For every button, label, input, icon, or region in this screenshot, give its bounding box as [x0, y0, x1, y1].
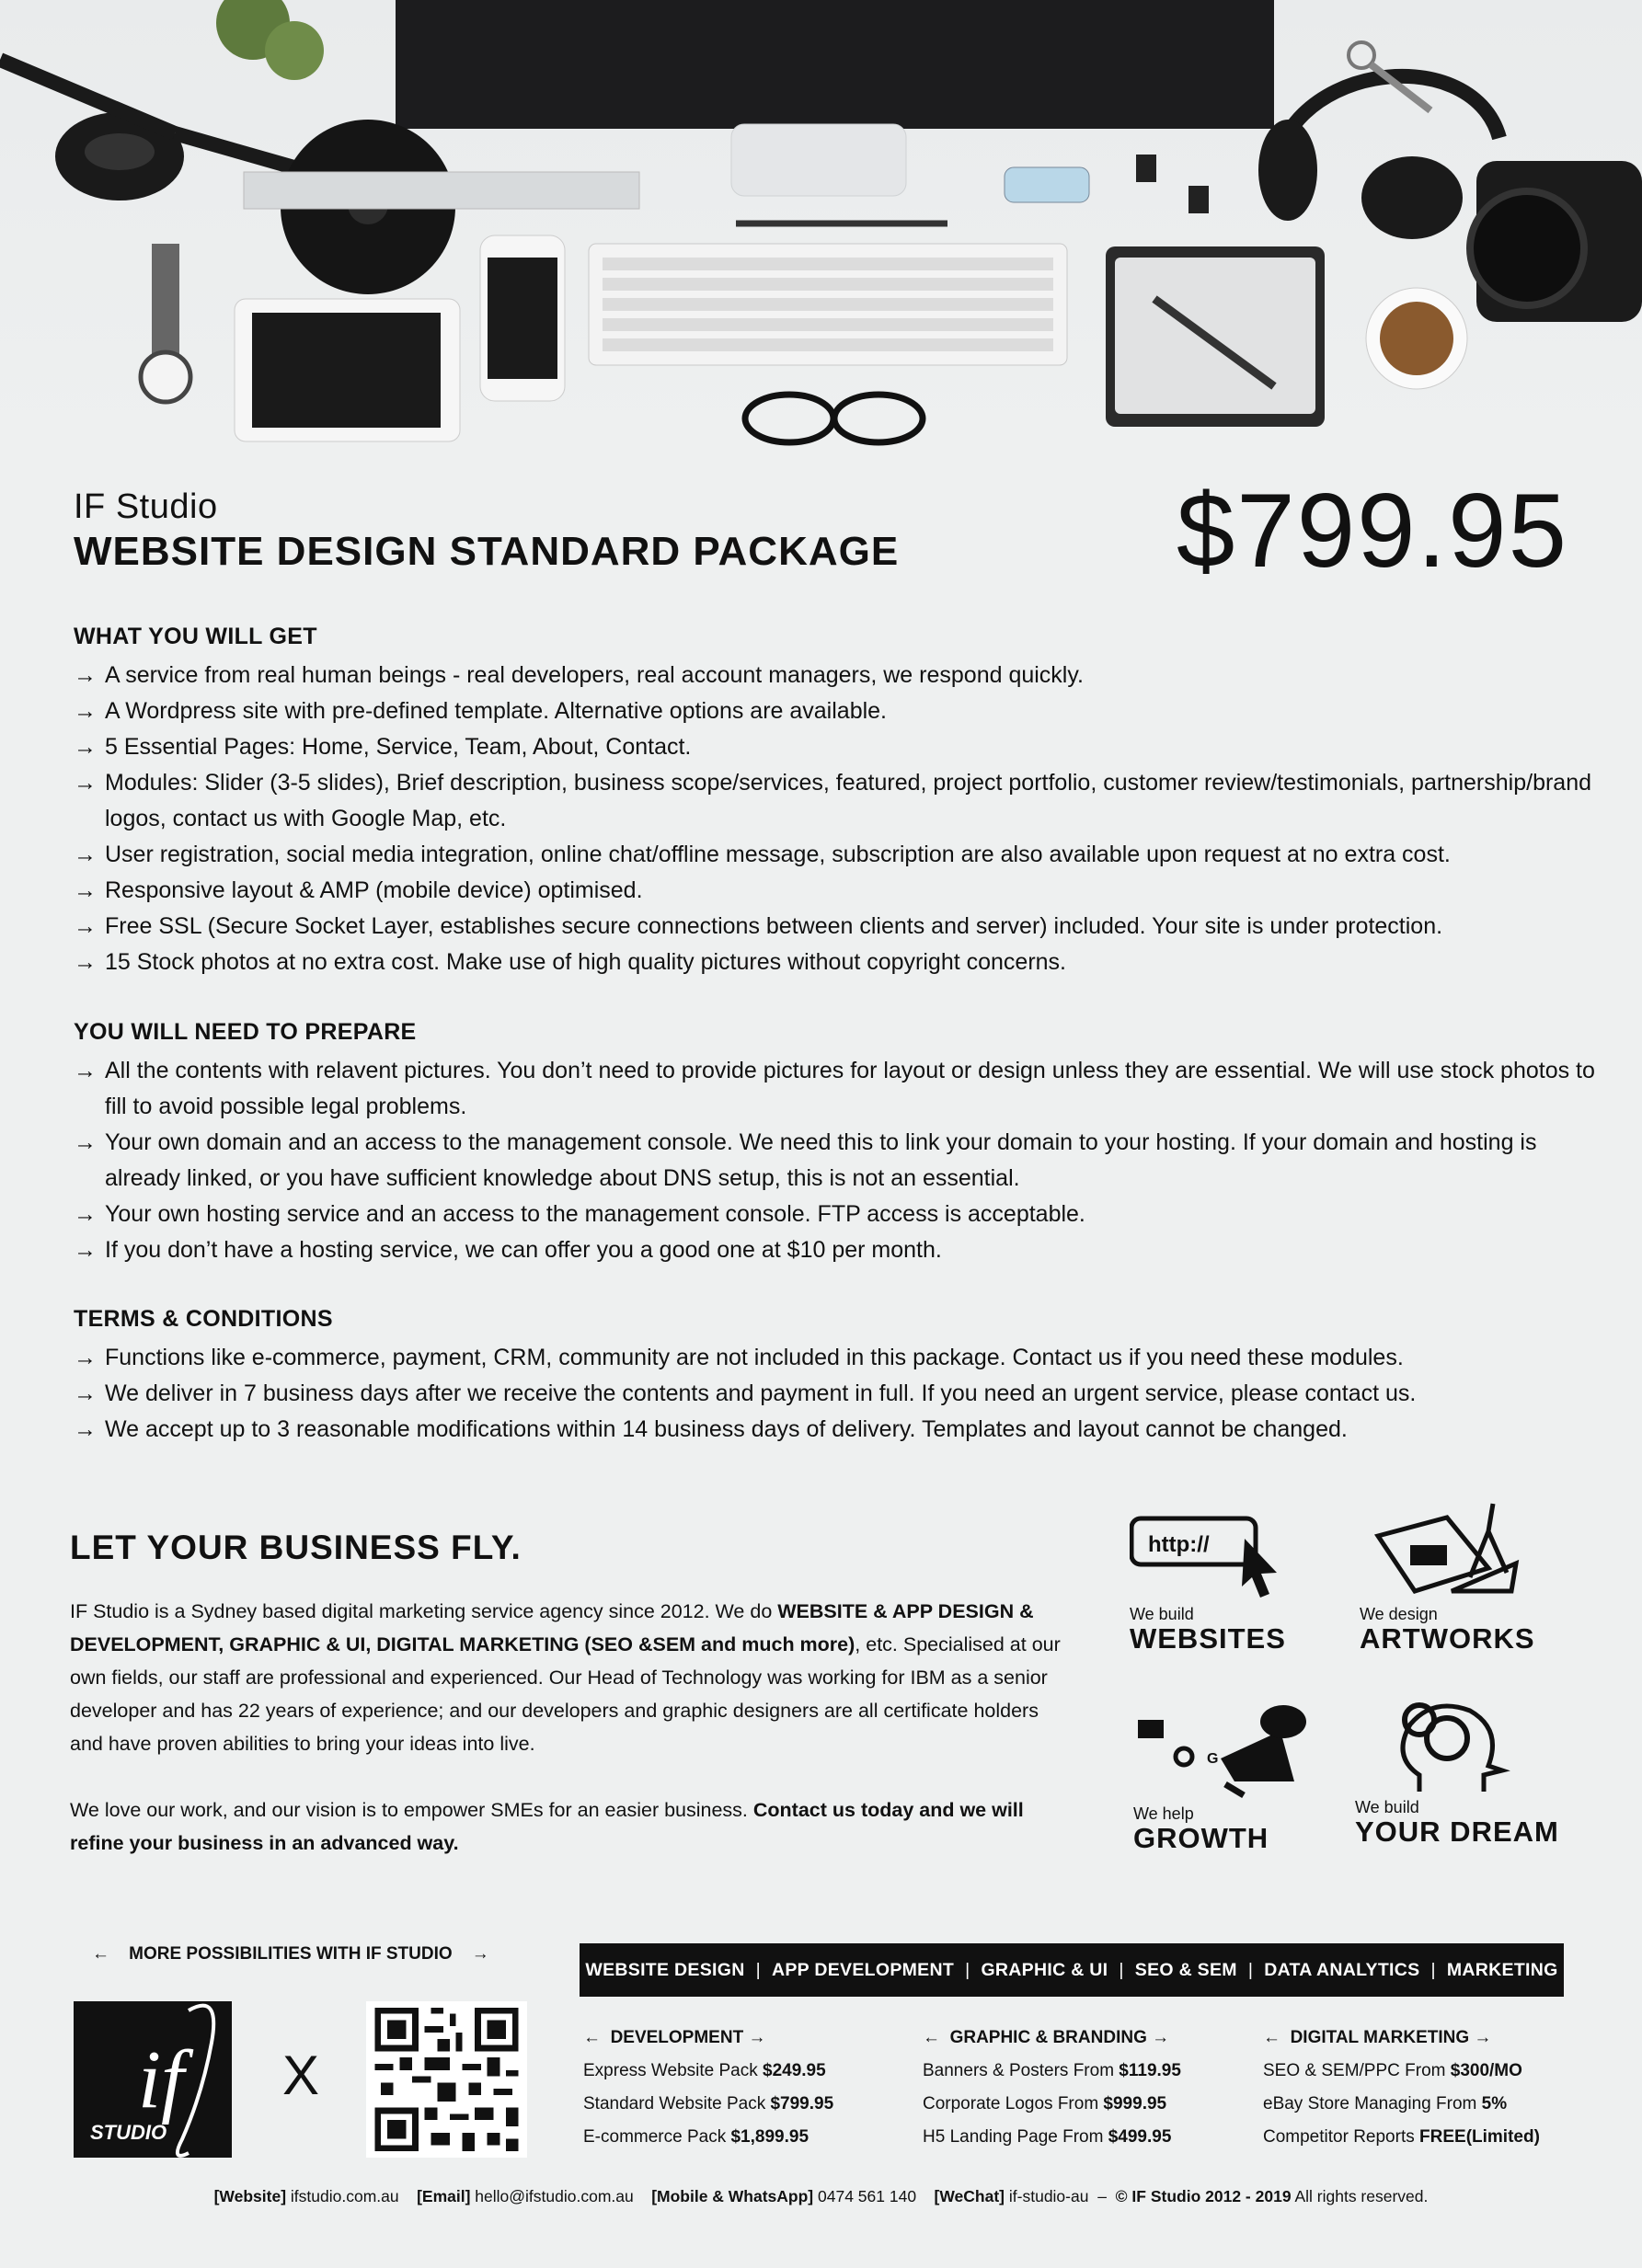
list-item: → Free SSL (Secure Socket Layer, establishes secure connections between clients and server) included. Your site is under protection.: [74, 909, 1601, 945]
about-text-a: IF Studio is a Sydney based digital marketing service agency since 2012. We do: [70, 1600, 778, 1622]
arrow-right-icon: →: [74, 770, 97, 796]
bar-separator: |: [965, 1959, 970, 1980]
development-column: [583, 2022, 833, 2154]
arrow-right-icon: →: [74, 842, 97, 867]
price-row: SEO & SEM/PPC From $300/MO: [1263, 2061, 1522, 2080]
bar-separator: |: [1430, 1959, 1436, 1980]
arrow-right-icon: →: [74, 1129, 97, 1155]
svg-text:G: G: [1207, 1751, 1219, 1767]
blueprint-icon: [1360, 1499, 1525, 1600]
services-bar: [580, 1943, 1564, 1997]
arrow-right-icon: →: [74, 734, 97, 760]
service-big-label: YOUR DREAM: [1355, 1816, 1559, 1848]
arrow-right-icon: →: [74, 877, 97, 903]
list-item: → Your own domain and an access to the management console. We need this to link your domain to your hosting. If your domain and hosting is already linked, or you have sufficient knowledge about DNS setup, this is not an essential.: [74, 1125, 1601, 1197]
service-small-label: We help: [1133, 1804, 1194, 1823]
service-small-label: We build: [1355, 1798, 1419, 1816]
arrow-right-icon: →: [74, 1380, 97, 1406]
package-price: $799.95: [1176, 473, 1568, 590]
list-item: → A Wordpress site with pre-defined template. Alternative options are available.: [74, 693, 1601, 729]
list-item: → User registration, social media integration, online chat/offline message, subscription are also available upon request at no extra cost.: [74, 837, 1601, 873]
price-row: Express Website Pack $249.95: [583, 2061, 826, 2080]
browser-cursor-icon: [1130, 1513, 1286, 1600]
wechat-label: [WeChat]: [934, 2187, 1005, 2205]
what-you-get-section: [74, 624, 1601, 980]
service-growth: [1133, 1703, 1317, 1853]
more-possibilities-text: MORE POSSIBILITIES WITH IF STUDIO: [129, 1944, 453, 1964]
svg-text:STUDIO: STUDIO: [90, 2121, 167, 2144]
vision-paragraph: [70, 1793, 1063, 1860]
list-item: → Your own hosting service and an access to the management console. FTP access is acceptable.: [74, 1197, 1601, 1232]
url-text: http://: [1148, 1532, 1210, 1557]
bar-separator: |: [1119, 1959, 1124, 1980]
digital-marketing-column: [1263, 2022, 1540, 2154]
arrow-right-icon: →: [74, 1416, 97, 1442]
section-heading: TERMS & CONDITIONS: [74, 1306, 333, 1332]
megaphone-icon: [1133, 1703, 1317, 1800]
bar-item[interactable]: DATA ANALYTICS: [1264, 1959, 1420, 1980]
hero-desk-image: [0, 0, 1642, 460]
column-heading: ← DIGITAL MARKETING →: [1263, 2028, 1492, 2047]
more-possibilities-heading: [92, 1944, 489, 1964]
price-row: E-commerce Pack $1,899.95: [583, 2127, 810, 2147]
vision-text: We love our work, and our vision is to empower SMEs for an easier business.: [70, 1799, 753, 1821]
section-heading: YOU WILL NEED TO PREPARE: [74, 1019, 417, 1045]
arrow-right-icon: →: [74, 949, 97, 975]
about-text-c: , etc. Specialised at our own fields, our staff are professional and experienced. Our Head of Technology was working for IBM as a senior developer and has 22 years of experience; and our developers and graphic designers are all certificate holders and have proven abilities to bring your ideas into live.: [70, 1633, 1061, 1755]
arrow-right-icon: →: [74, 662, 97, 688]
phone-number[interactable]: 0474 561 140: [818, 2187, 917, 2205]
bar-separator: |: [1247, 1959, 1254, 1980]
terms-section: [74, 1306, 1601, 1448]
svg-text:if: if: [138, 2034, 185, 2125]
section-heading: WHAT YOU WILL GET: [74, 624, 317, 649]
price-row: Corporate Logos From $999.95: [923, 2094, 1167, 2113]
email-link[interactable]: hello@ifstudio.com.au: [475, 2187, 634, 2205]
desk-illustration: [0, 0, 1642, 460]
vision-text-bold: Contact us today and we will refine your business in an advanced way.: [70, 1799, 1024, 1854]
prepare-list: [74, 1053, 1601, 1268]
list-item: → All the contents with relavent pictures. You don’t need to provide pictures for layout or design unless they are essential. We will use stock photos to fill to avoid possible legal problems.: [74, 1053, 1601, 1125]
bar-item[interactable]: GRAPHIC & UI: [981, 1959, 1108, 1980]
about-paragraph: [70, 1595, 1063, 1760]
arrow-right-icon: →: [74, 1345, 97, 1370]
list-item: → 5 Essential Pages: Home, Service, Team, About, Contact.: [74, 729, 1601, 765]
price-row: Banners & Posters From $119.95: [923, 2061, 1181, 2080]
arrow-right-icon: →: [74, 1201, 97, 1227]
list-item: → Functions like e-commerce, payment, CRM, community are not included in this package. Contact us if you need these modules.: [74, 1340, 1601, 1376]
graphic-branding-column: [923, 2022, 1181, 2154]
head-gear-icon: [1355, 1692, 1521, 1793]
email-label: [Email]: [417, 2187, 471, 2205]
bar-separator: |: [755, 1959, 761, 1980]
service-big-label: WEBSITES: [1130, 1622, 1286, 1655]
logo-graphic: [74, 2001, 232, 2158]
price-row: eBay Store Managing From 5%: [1263, 2094, 1508, 2113]
qr-code-graphic: [366, 2001, 527, 2158]
list-item: → Modules: Slider (3-5 slides), Brief description, business scope/services, featured, project portfolio, customer review/testimonials, partnership/brand logos, contact us with Google Map, etc.: [74, 765, 1601, 837]
bar-item[interactable]: WEBSITE DESIGN: [585, 1959, 745, 1980]
wechat-id: if-studio-au: [1008, 2187, 1089, 2205]
service-your-dream: [1355, 1692, 1559, 1847]
fly-heading: LET YOUR BUSINESS FLY.: [70, 1529, 522, 1566]
arrow-left-icon: ←: [92, 1944, 109, 1964]
about-text-bold: WEBSITE & APP DESIGN & DEVELOPMENT, GRAPHIC & UI, DIGITAL MARKETING (SEO &SEM and much more): [70, 1600, 1034, 1655]
bar-item[interactable]: SEO & SEM: [1134, 1959, 1237, 1980]
list-item: → 15 Stock photos at no extra cost. Make use of high quality pictures without copyright concerns.: [74, 945, 1601, 980]
price-row: Competitor Reports FREE(Limited): [1263, 2127, 1540, 2147]
list-item: → We accept up to 3 reasonable modifications within 14 business days of delivery. Templates and layout cannot be changed.: [74, 1412, 1601, 1448]
price-row: Standard Website Pack $799.95: [583, 2094, 834, 2113]
monitor-shape: [396, 0, 1274, 129]
column-heading: ← GRAPHIC & BRANDING →: [923, 2028, 1170, 2047]
arrow-right-icon: →: [74, 1237, 97, 1263]
phone-label: [Mobile & WhatsApp]: [651, 2187, 814, 2205]
service-small-label: We build: [1130, 1605, 1194, 1623]
column-heading: ← DEVELOPMENT →: [583, 2028, 766, 2047]
package-title: WEBSITE DESIGN STANDARD PACKAGE: [74, 529, 900, 574]
list-item: → Responsive layout & AMP (mobile device) optimised.: [74, 873, 1601, 909]
brand-name: IF Studio: [74, 487, 218, 526]
footer-contact: [Website] ifstudio.com.au [Email] hello@ifstudio.com.au [Mobile & WhatsApp] 0474 561 140 [WeChat] if-studio-au – © IF Studio 2012 - 2019 All rights reserved.: [213, 2187, 1429, 2205]
copyright: © IF Studio 2012 - 2019: [1115, 2187, 1292, 2205]
service-artworks: [1360, 1499, 1535, 1654]
arrow-right-icon: →: [471, 1944, 489, 1964]
list-item: → A service from real human beings - real developers, real account managers, we respond quickly.: [74, 658, 1601, 693]
list-item: → We deliver in 7 business days after we receive the contents and payment in full. If you need an urgent service, please contact us.: [74, 1376, 1601, 1412]
arrow-right-icon: →: [74, 913, 97, 939]
if-studio-logo: [74, 2001, 232, 2158]
rights-text: All rights reserved.: [1294, 2187, 1429, 2205]
website-label: [Website]: [213, 2187, 287, 2205]
cross-symbol: X: [282, 2045, 320, 2106]
prepare-section: [74, 1019, 1601, 1268]
qr-code[interactable]: [366, 2001, 527, 2158]
price-row: H5 Landing Page From $499.95: [923, 2127, 1172, 2147]
service-big-label: ARTWORKS: [1360, 1622, 1535, 1655]
service-big-label: GROWTH: [1133, 1822, 1269, 1854]
service-small-label: We design: [1360, 1605, 1438, 1623]
arrow-right-icon: →: [74, 698, 97, 724]
website-link[interactable]: ifstudio.com.au: [290, 2187, 399, 2205]
terms-list: [74, 1340, 1601, 1448]
arrow-right-icon: →: [74, 1058, 97, 1083]
bar-item[interactable]: MARKETING: [1446, 1959, 1558, 1980]
what-you-get-list: [74, 658, 1601, 980]
list-item: → If you don’t have a hosting service, we can offer you a good one at $10 per month.: [74, 1232, 1601, 1268]
bar-item[interactable]: APP DEVELOPMENT: [771, 1959, 955, 1980]
service-websites: [1130, 1513, 1286, 1654]
